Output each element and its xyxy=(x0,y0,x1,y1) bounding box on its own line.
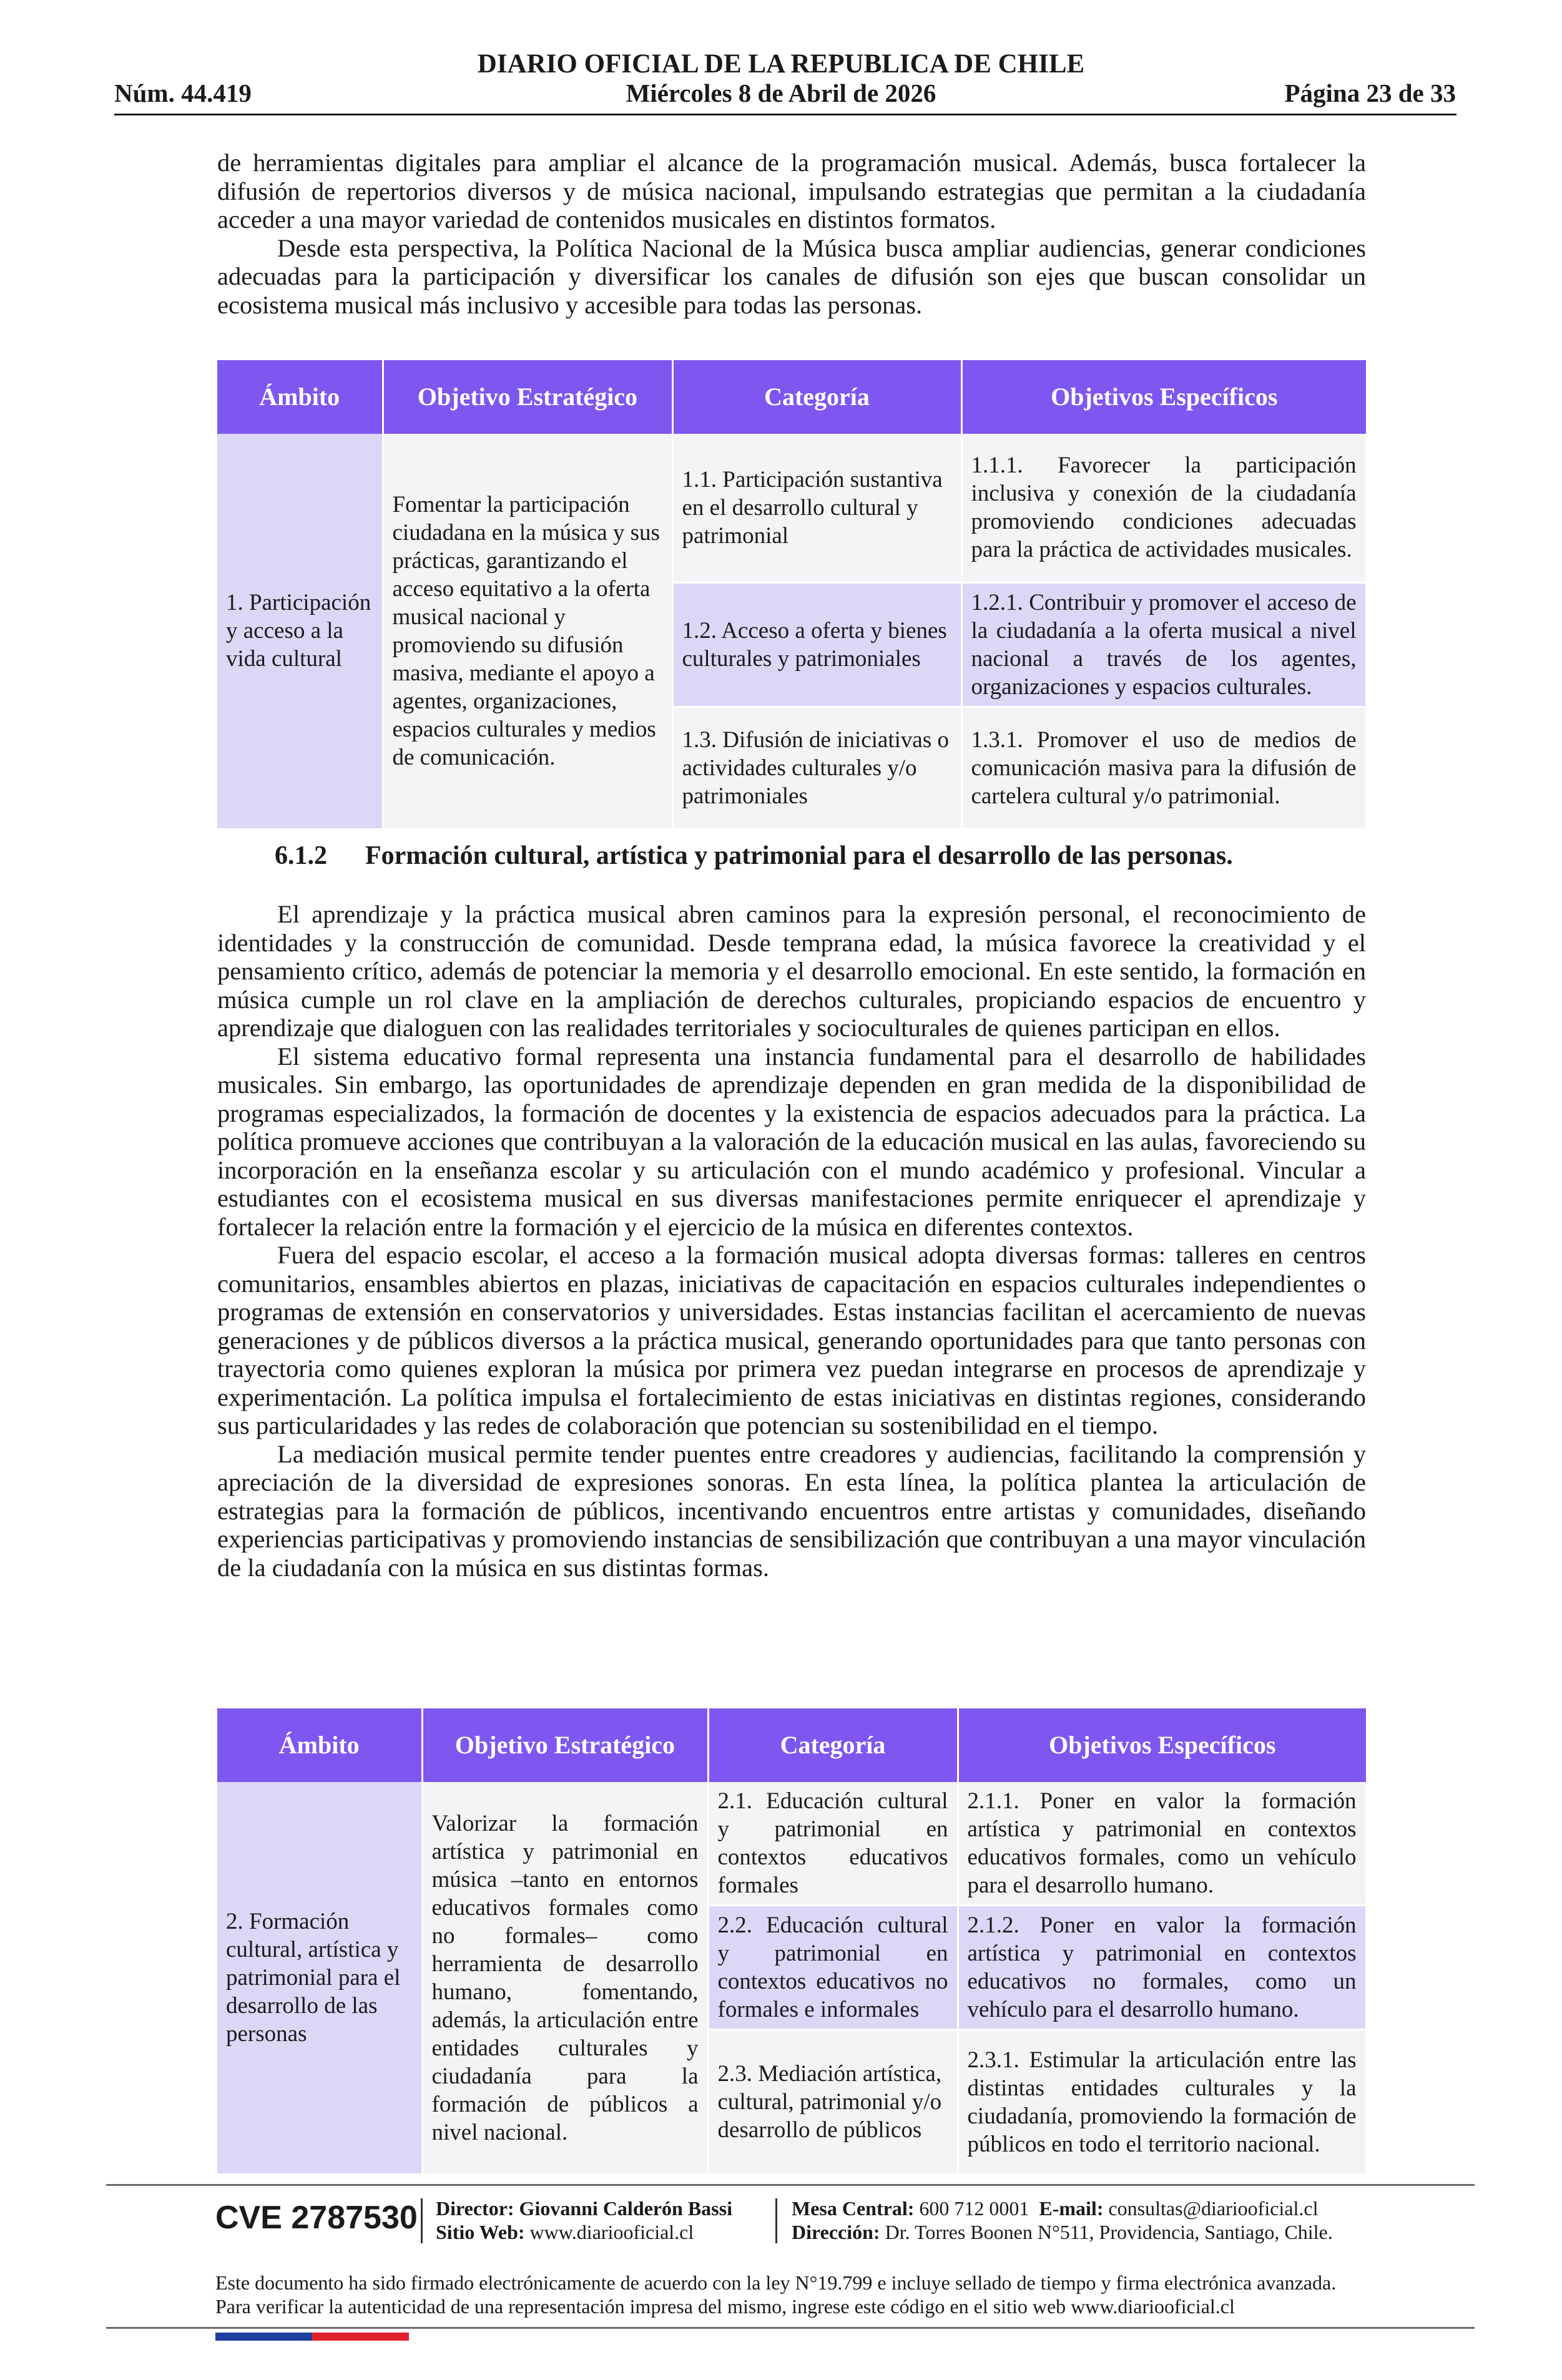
column-header: Categoría xyxy=(708,1708,958,1782)
footer-director-block xyxy=(436,2196,732,2244)
objectives-table-1 xyxy=(217,360,1367,830)
specific-objective-cell: 1.1.1. Favorecer la participación inclusiva y conexión de la ciudadanía promoviendo condiciones adecuadas para la práctica de actividades musicales. xyxy=(961,434,1366,582)
flag-stripe-blue xyxy=(215,2333,312,2341)
email-link[interactable]: consultas@diariooficial.cl xyxy=(1108,2197,1319,2220)
objectives-table-2 xyxy=(217,1708,1367,2175)
section-number: 6.1.2 xyxy=(275,841,327,870)
body-text xyxy=(217,900,1366,1582)
paragraph: Fuera del espacio escolar, el acceso a la formación musical adopta diversas formas: talleres en centros comunitarios, ensambles abiertos en plazas, iniciativas de capacitación en espacios culturales independientes o programas de extensión en conservatorios y universidades. Estas instancias facilitan el acercamiento de nuevas generaciones y de públicos diversos a la práctica musical, generando oportunidades para que tanto personas con trayectoria como quienes exploran la música por primera vez puedan integrarse en procesos de aprendizaje y experimentación. La política impulsa el fortalecimiento de estas iniciativas en distintas regiones, considerando sus particularidades y las redes de colaboración que potencian su sostenibilidad en el tiempo. xyxy=(217,1241,1366,1439)
footer-separator xyxy=(421,2198,423,2243)
email-label: E-mail: xyxy=(1039,2197,1104,2220)
header-divider xyxy=(114,114,1456,115)
column-header: Ámbito xyxy=(217,1708,422,1782)
specific-objective-cell: 1.3.1. Promover el uso de medios de comunicación masiva para la difusión de cartelera cultural y/o patrimonial. xyxy=(961,707,1366,829)
section-title: Formación cultural, artística y patrimonial para el desarrollo de las personas. xyxy=(365,841,1233,870)
column-header: Objetivo Estratégico xyxy=(383,360,672,434)
column-header: Ámbito xyxy=(217,360,383,434)
site-label: Sitio Web: xyxy=(436,2221,525,2243)
director-name: Giovanni Calderón Bassi xyxy=(519,2197,732,2220)
category-cell: 1.3. Difusión de iniciativas o actividades culturales y/o patrimoniales xyxy=(672,707,961,829)
column-header: Objetivos Específicos xyxy=(961,360,1366,434)
address-label: Dirección: xyxy=(792,2221,880,2243)
site-link[interactable]: www.diariooficial.cl xyxy=(529,2221,694,2243)
issue-date: Miércoles 8 de Abril de 2026 xyxy=(626,79,936,107)
paragraph: La mediación musical permite tender puentes entre creadores y audiencias, facilitando la comprensión y apreciación de la diversidad de expresiones sonoras. En esta línea, la política plantea la articulación de estrategias para la formación de públicos, incentivando encuentros entre artistas y comunidades, diseñando experiencias participativas y promoviendo instancias de sensibilización que contribuyan a una mayor vinculación de la ciudadanía con la música en sus distintas formas. xyxy=(217,1439,1366,1582)
category-cell: 2.3. Mediación artística, cultural, patrimonial y/o desarrollo de públicos xyxy=(708,2030,958,2175)
category-cell: 1.1. Participación sustantiva en el desarrollo cultural y patrimonial xyxy=(672,434,961,582)
ambito-cell: 1. Participación y acceso a la vida cultural xyxy=(217,434,383,829)
address: Dr. Torres Boonen N°511, Providencia, Santiago, Chile. xyxy=(885,2221,1333,2243)
category-cell: 2.2. Educación cultural y patrimonial en contextos educativos no formales e informales xyxy=(708,1906,958,2030)
footer-divider-top xyxy=(106,2184,1475,2186)
column-header: Objetivos Específicos xyxy=(958,1708,1366,1782)
footer-contact-block xyxy=(792,2196,1333,2244)
footer-divider-bottom xyxy=(106,2327,1475,2329)
specific-objective-cell: 2.1.1. Poner en valor la formación artística y patrimonial en contextos educativos formales, como un vehículo para el desarrollo humano. xyxy=(958,1782,1366,1906)
director-label: Director: xyxy=(436,2197,514,2220)
section-heading xyxy=(275,840,1233,871)
page-number: Página 23 de 33 xyxy=(1284,79,1456,107)
gazette-title: DIARIO OFICIAL DE LA REPUBLICA DE CHILE xyxy=(477,49,1085,79)
flag-stripe-red xyxy=(312,2333,409,2341)
paragraph: El aprendizaje y la práctica musical abren caminos para la expresión personal, el reconocimiento de identidades y la construcción de comunidad. Desde temprana edad, la música favorece la creatividad y el pensamiento crítico, además de potenciar la memoria y el desarrollo emocional. En este sentido, la formación en música cumple un rol clave en la ampliación de derechos culturales, propiciando espacios de encuentro y aprendizaje que dialoguen con las realidades territoriales y socioculturales de quienes participan en ellos. xyxy=(217,900,1366,1042)
phone-number: 600 712 0001 xyxy=(919,2197,1029,2220)
strategic-objective-cell: Valorizar la formación artística y patrimonial en música –tanto en entornos educativos formales como no formales– como herramienta de desarrollo humano, fomentando, además, la articulación entre entidades culturales y ciudadanía para la formación de públicos a nivel nacional. xyxy=(422,1782,708,2175)
specific-objective-cell: 2.1.2. Poner en valor la formación artística y patrimonial en contextos educativos no formales, como un vehículo para el desarrollo humano. xyxy=(958,1906,1366,2030)
category-cell: 1.2. Acceso a oferta y bienes culturales y patrimoniales xyxy=(672,582,961,707)
specific-objective-cell: 2.3.1. Estimular la articulación entre las distintas entidades culturales y la ciudadanía, promoviendo la formación de públicos en todo el territorio nacional. xyxy=(958,2030,1366,2175)
intro-text xyxy=(217,149,1366,319)
ambito-cell: 2. Formación cultural, artística y patrimonial para el desarrollo de las personas xyxy=(217,1782,422,2175)
legal-notice: Este documento ha sido firmado electrónicamente de acuerdo con la ley N°19.799 e incluye sellado de tiempo y firma electrónica avanzada. Para verificar la autenticidad de una representación impresa del mismo, ingrese este código en el sitio web www.diariooficial.cl xyxy=(215,2271,1337,2318)
paragraph: Desde esta perspectiva, la Política Nacional de la Música busca ampliar audiencias, generar condiciones adecuadas para la participación y diversificar los canales de difusión son ejes que buscan consolidar un ecosistema musical más inclusivo y accesible para todas las personas. xyxy=(217,233,1366,319)
footer-separator xyxy=(775,2198,777,2243)
issue-number: Núm. 44.419 xyxy=(114,79,252,107)
strategic-objective-cell: Fomentar la participación ciudadana en la música y sus prácticas, garantizando el acceso equitativo a la oferta musical nacional y promoviendo su difusión masiva, mediante el apoyo a agentes, organizaciones, espacios culturales y medios de comunicación. xyxy=(383,434,672,829)
category-cell: 2.1. Educación cultural y patrimonial en contextos educativos formales xyxy=(708,1782,958,1906)
cve-code: CVE 2787530 xyxy=(215,2200,418,2236)
phone-label: Mesa Central: xyxy=(792,2197,915,2220)
column-header: Categoría xyxy=(672,360,961,434)
column-header: Objetivo Estratégico xyxy=(422,1708,708,1782)
paragraph: de herramientas digitales para ampliar el alcance de la programación musical. Además, busca fortalecer la difusión de repertorios diversos y de música nacional, impulsando estrategias que permitan a la ciudadanía acceder a una mayor variedad de contenidos musicales en distintos formatos. xyxy=(217,149,1366,233)
paragraph: El sistema educativo formal representa una instancia fundamental para el desarrollo de habilidades musicales. Sin embargo, las oportunidades de aprendizaje dependen en gran medida de la disponibilidad de programas especializados, la formación de docentes y la existencia de espacios adecuados para la práctica. La política promueve acciones que contribuyan a la valoración de la educación musical en las aulas, favoreciendo su incorporación en la enseñanza escolar y su articulación con el mundo académico y profesional. Vincular a estudiantes con el ecosistema musical en sus diversas manifestaciones permite enriquecer el aprendizaje y fortalecer la relación entre la formación y el ejercicio de la música en diferentes contextos. xyxy=(217,1042,1366,1241)
specific-objective-cell: 1.2.1. Contribuir y promover el acceso de la ciudadanía a la oferta musical a nivel nacional a través de los agentes, organizaciones y espacios culturales. xyxy=(961,582,1366,707)
